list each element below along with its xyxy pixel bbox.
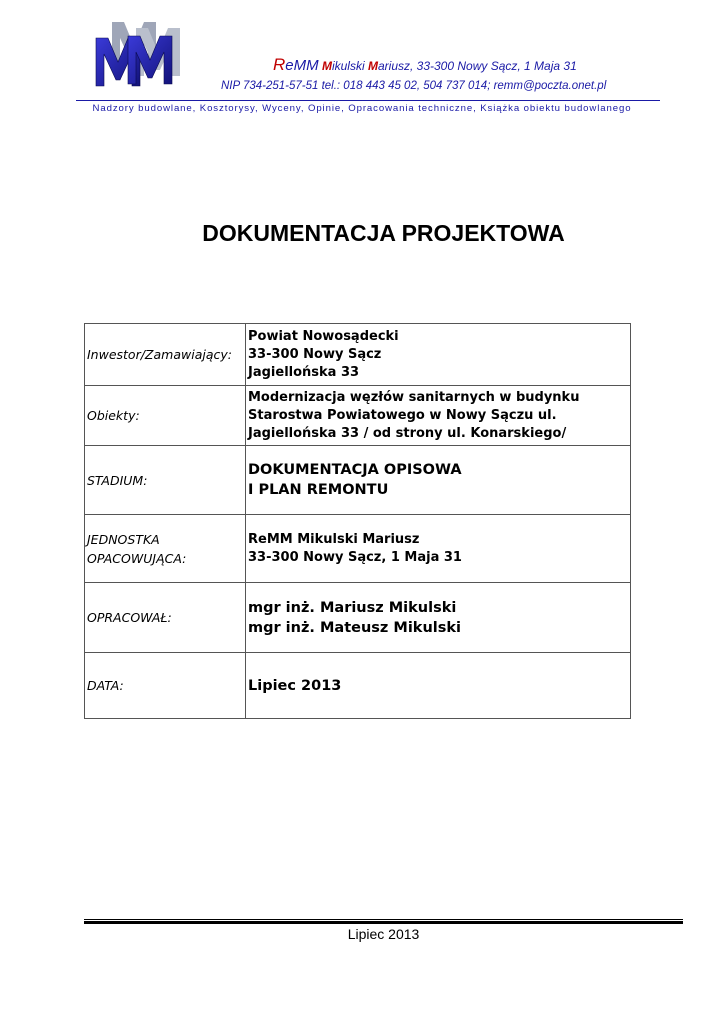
label-investor: Inwestor/Zamawiający:: [85, 324, 246, 386]
label-date: DATA:: [85, 653, 246, 719]
table-row-investor: [85, 324, 631, 386]
label-unit: JEDNOSTKA OPACOWUJĄCA:: [85, 515, 246, 583]
company-services: Nadzory budowlane, Kosztorysy, Wyceny, Opinie, Opracowania techniczne, Książka obiektu budowlanego: [92, 103, 632, 114]
label-author: OPRACOWAŁ:: [85, 583, 246, 653]
company-logo: [94, 16, 190, 88]
value-date: Lipiec 2013: [246, 653, 631, 719]
table-row-unit: [85, 515, 631, 583]
table-row-objects: [85, 386, 631, 446]
footer-date: Lipiec 2013: [347, 926, 420, 942]
table-row-stage: [85, 446, 631, 515]
value-author: mgr inż. Mariusz Mikulski mgr inż. Mateusz Mikulski: [246, 583, 631, 653]
company-contact: NIP 734-251-57-51 tel.: 018 443 45 02, 504 737 014; remm@poczta.onet.pl: [221, 80, 607, 92]
footer-divider-thick: [84, 921, 683, 924]
value-investor: Powiat Nowosądecki 33-300 Nowy Sącz Jagiellońska 33: [246, 324, 631, 386]
document-title: DOKUMENTACJA PROJEKTOWA: [202, 220, 565, 246]
company-name-address: ReMM Mikulski Mariusz, 33-300 Nowy Sącz, 1 Maja 31: [273, 55, 577, 74]
footer-divider-thin: [84, 919, 683, 920]
project-info-table: [84, 323, 631, 719]
table-row-date: [85, 653, 631, 719]
table-row-author: [85, 583, 631, 653]
value-unit: ReMM Mikulski Mariusz 33-300 Nowy Sącz, 1 Maja 31: [246, 515, 631, 583]
value-stage: DOKUMENTACJA OPISOWA I PLAN REMONTU: [246, 446, 631, 515]
label-objects: Obiekty:: [85, 386, 246, 446]
header-divider: [76, 100, 660, 101]
value-objects: Modernizacja węzłów sanitarnych w budynku Starostwa Powiatowego w Nowy Sączu ul. Jagiellońska 33 / od strony ul. Konarskiego/: [246, 386, 631, 446]
label-stage: STADIUM:: [85, 446, 246, 515]
